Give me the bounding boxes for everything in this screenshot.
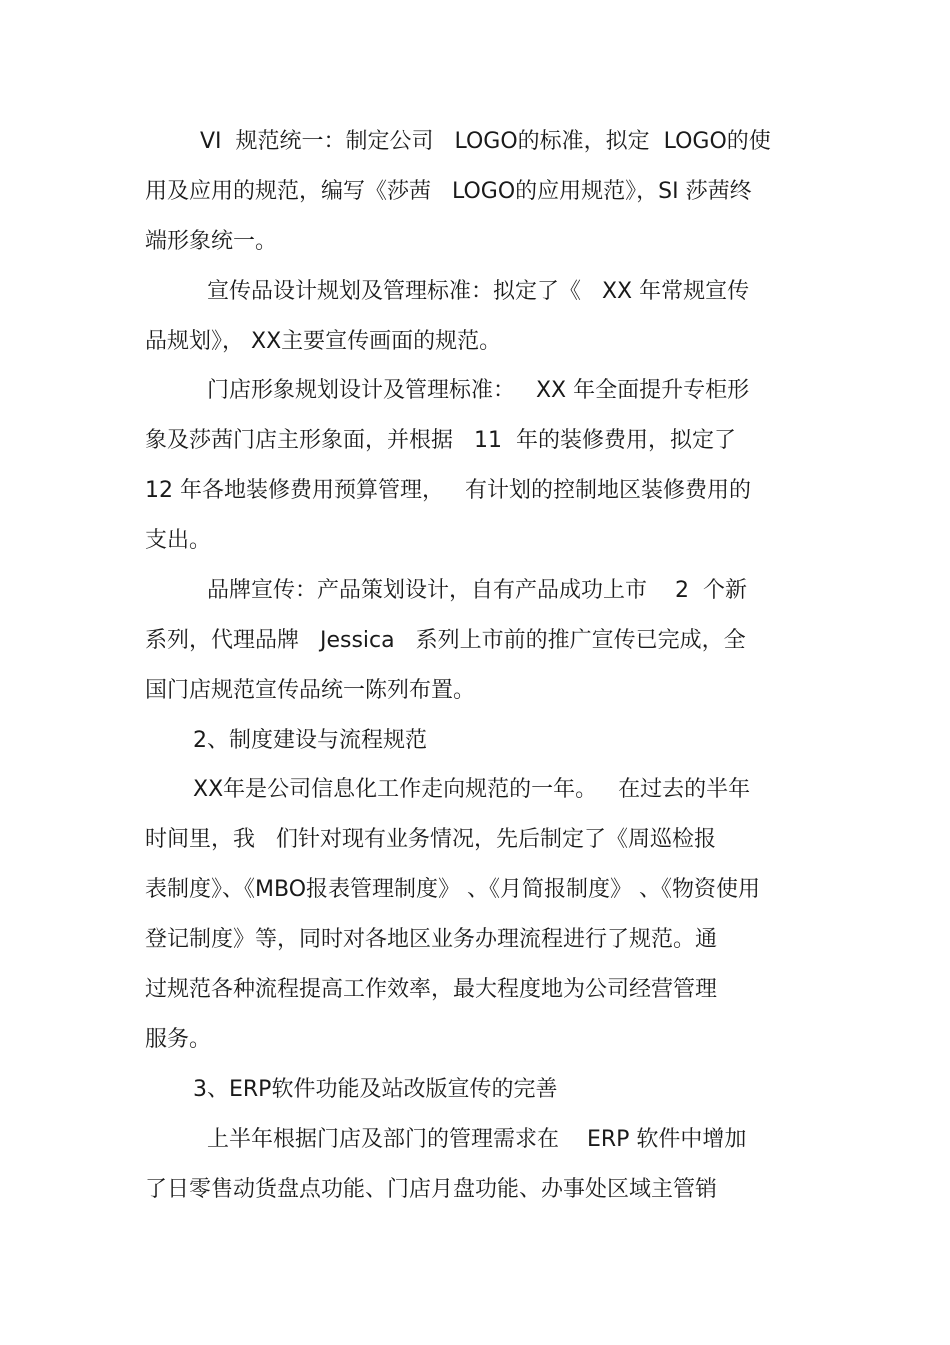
text-line-1: VI 规范统一：制定公司 LOGO的标准，拟定 LOGO的使 [200,129,771,154]
text-line-8: 12 年各地装修费用预算管理， 有计划的控制地区装修费用的 [145,478,751,503]
section-heading-2: 2、制度建设与流程规范 [193,728,427,753]
text-line-22: 了日零售动货盘点功能、门店月盘功能、办事处区域主管销 [145,1177,718,1202]
text-line-18: 过规范各种流程提高工作效率，最大程度地为公司经营管理 [145,977,718,1002]
text-line-12: 国门店规范宣传品统一陈列布置。 [145,678,476,703]
text-line-10: 品牌宣传：产品策划设计，自有产品成功上市 2 个新 [207,578,747,603]
text-line-4: 宣传品设计规划及管理标准：拟定了《 XX 年常规宣传 [207,279,750,304]
section-heading-3: 3、ERP软件功能及站改版宣传的完善 [193,1077,558,1102]
text-line-6: 门店形象规划设计及管理标准： XX 年全面提升专柜形 [207,378,750,403]
text-line-21: 上半年根据门店及部门的管理需求在 ERP 软件中增加 [207,1127,747,1152]
text-line-5: 品规划》， XX主要宣传画面的规范。 [145,329,502,354]
text-line-7: 象及莎茜门店主形象面，并根据 11 年的装修费用，拟定了 [145,428,736,453]
text-line-9: 支出。 [145,528,212,553]
text-line-19: 服务。 [145,1027,212,1052]
text-line-17: 登记制度》等，同时对各地区业务办理流程进行了规范。通 [145,927,718,952]
text-line-15: 时间里，我 们针对现有业务情况，先后制定了《周巡检报 [145,827,716,852]
text-line-16: 表制度》、《MBO报表管理制度》 、《月简报制度》 、《物资使用 [145,877,760,902]
text-line-2: 用及应用的规范，编写《莎茜 LOGO的应用规范》，SI 莎茜终 [145,179,752,204]
text-line-3: 端形象统一。 [145,229,278,254]
text-line-14: XX年是公司信息化工作走向规范的一年。 在过去的半年 [193,777,751,802]
text-line-11: 系列，代理品牌 Jessica 系列上市前的推广宣传已完成，全 [145,628,746,653]
